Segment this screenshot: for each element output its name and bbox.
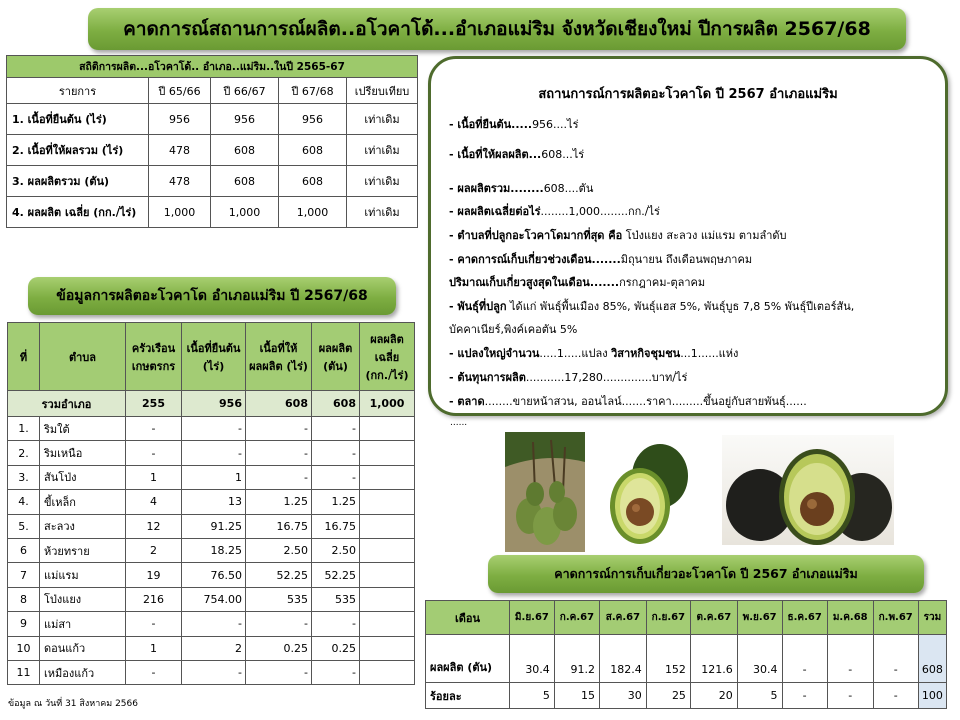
prod-cell: 19 xyxy=(126,563,182,587)
harvest-month: มิ.ย.67 xyxy=(510,601,555,635)
stats-cell: เท่าเดิม xyxy=(347,135,418,166)
prod-cell: 1 xyxy=(126,465,182,489)
total-households: 255 xyxy=(126,391,182,417)
total-avg: 1,000 xyxy=(360,391,415,417)
prod-cell: 91.25 xyxy=(182,514,246,538)
prod-cell: - xyxy=(246,417,312,441)
harvest-cell: - xyxy=(827,683,873,709)
prod-header: ผลผลิต (ตัน) xyxy=(312,323,360,391)
table-row xyxy=(8,587,415,611)
harvest-cell: - xyxy=(873,683,918,709)
avocado-tree-photo xyxy=(505,432,585,552)
prod-cell: ห้วยทราย xyxy=(40,538,126,562)
stats-cell: 1,000 xyxy=(211,197,279,228)
prod-header: เนื้อที่ให้ผลผลิต (ไร่) xyxy=(246,323,312,391)
prod-cell xyxy=(360,660,415,684)
stats-cell: 608 xyxy=(279,166,347,197)
prod-cell: 1. xyxy=(8,417,40,441)
stats-cell: 1,000 xyxy=(149,197,211,228)
prod-cell xyxy=(360,563,415,587)
harvest-month: พ.ย.67 xyxy=(737,601,782,635)
prod-cell: เหมืองแก้ว xyxy=(40,660,126,684)
stats-cell: 478 xyxy=(149,135,211,166)
situation-line: - ตำบลที่ปลูกอะโวคาโดมากที่สุด คือ โป่งแยง สะลวง แม่แรม ตามลำดับ xyxy=(449,229,787,242)
stats-cell: 956 xyxy=(279,104,347,135)
harvest-month: ก.ค.67 xyxy=(554,601,599,635)
production-banner-title: ข้อมูลการผลิตอะโวคาโด อำเภอแม่ริม ปี 2567/68 xyxy=(56,288,368,304)
page-title: คาดการณ์สถานการณ์ผลิต..อโวคาโด้...อำเภอแม่ริม จังหวัดเชียงใหม่ ปีการผลิต 2567/68 xyxy=(123,18,871,40)
harvest-percent-row xyxy=(426,683,947,709)
table-row-total xyxy=(8,391,415,417)
prod-cell: 10 xyxy=(8,636,40,660)
prod-cell: 535 xyxy=(246,587,312,611)
prod-cell: ริมเหนือ xyxy=(40,441,126,465)
stats-cell: 608 xyxy=(211,166,279,197)
prod-cell: - xyxy=(246,441,312,465)
prod-cell: - xyxy=(312,660,360,684)
harvest-total-cell: 100 xyxy=(918,683,946,709)
harvest-cell: - xyxy=(827,635,873,683)
table-row xyxy=(8,612,415,636)
situation-line: ปริมาณเก็บเกี่ยวสูงสุดในเดือน.......กรกฎาคม-ตุลาคม xyxy=(449,276,706,289)
prod-cell: - xyxy=(246,465,312,489)
prod-cell xyxy=(360,587,415,611)
table-row xyxy=(8,538,415,562)
stats-header: ปี 66/67 xyxy=(211,78,279,104)
harvest-yield-row xyxy=(426,635,947,683)
table-row xyxy=(8,490,415,514)
prod-cell: 16.75 xyxy=(246,514,312,538)
harvest-month: ม.ค.68 xyxy=(827,601,873,635)
production-banner xyxy=(28,277,396,315)
data-date-note: ข้อมูล ณ วันที่ 31 สิงหาคม 2566 xyxy=(8,699,138,709)
harvest-cell: 182.4 xyxy=(600,635,647,683)
prod-cell: 2.50 xyxy=(312,538,360,562)
prod-cell xyxy=(360,612,415,636)
prod-cell xyxy=(360,636,415,660)
prod-cell xyxy=(360,417,415,441)
prod-cell: 1.25 xyxy=(246,490,312,514)
stats-cell: 608 xyxy=(211,135,279,166)
prod-cell: - xyxy=(126,612,182,636)
prod-cell: - xyxy=(312,612,360,636)
stats-cell: เท่าเดิม xyxy=(347,197,418,228)
harvest-banner xyxy=(488,555,924,593)
prod-cell: 6 xyxy=(8,538,40,562)
harvest-month: รวม xyxy=(918,601,946,635)
prod-cell: 9 xyxy=(8,612,40,636)
prod-cell: - xyxy=(312,441,360,465)
total-label: รวมอำเภอ xyxy=(8,391,126,417)
harvest-header-row xyxy=(426,601,947,635)
situation-title: สถานการณ์การผลิตอะโวคาโด ปี 2567 อำเภอแม่ริม xyxy=(538,87,838,102)
table-row xyxy=(7,197,418,228)
production-table xyxy=(7,322,415,685)
prod-cell: 12 xyxy=(126,514,182,538)
harvest-month: ต.ค.67 xyxy=(690,601,737,635)
harvest-banner-title: คาดการณ์การเก็บเกี่ยวอะโวคาโด ปี 2567 อำเภอแม่ริม xyxy=(554,566,858,581)
avocado-cut-photo xyxy=(722,435,894,545)
prod-cell: 76.50 xyxy=(182,563,246,587)
situation-line: บัคคาเนียร์,พิงค์เคอตัน 5% xyxy=(449,323,578,336)
stats-cell: 956 xyxy=(149,104,211,135)
harvest-cell: 91.2 xyxy=(554,635,599,683)
stats-caption: สถิติการผลิต...อโวคาโด้.. อำเภอ..แม่ริม..ในปี 2565-67 xyxy=(7,56,418,78)
prod-cell: 7 xyxy=(8,563,40,587)
table-row xyxy=(8,636,415,660)
table-row xyxy=(8,563,415,587)
harvest-cell: 15 xyxy=(554,683,599,709)
stats-header: ปี 67/68 xyxy=(279,78,347,104)
prod-cell: 52.25 xyxy=(312,563,360,587)
prod-cell: - xyxy=(182,660,246,684)
table-row xyxy=(8,465,415,489)
situation-line: - แปลงใหญ่จำนวน.....1.....แปลง วิสาหกิจชุมชน...1......แห่ง xyxy=(449,347,739,360)
prod-cell: สะลวง xyxy=(40,514,126,538)
table-row xyxy=(7,135,418,166)
harvest-month: ก.พ.67 xyxy=(873,601,918,635)
prod-cell: 13 xyxy=(182,490,246,514)
prod-cell: ริมใต้ xyxy=(40,417,126,441)
prod-cell: 0.25 xyxy=(312,636,360,660)
harvest-cell: 30 xyxy=(600,683,647,709)
situation-line: - ต้นทุนการผลิต...........17,280..............บาท/ไร่ xyxy=(449,371,688,384)
table-row xyxy=(8,514,415,538)
prod-cell: ดอนแก้ว xyxy=(40,636,126,660)
harvest-cell: - xyxy=(873,635,918,683)
production-stats-table xyxy=(6,55,418,228)
prod-cell: 216 xyxy=(126,587,182,611)
prod-cell: - xyxy=(126,417,182,441)
prod-cell: 754.00 xyxy=(182,587,246,611)
prod-cell: - xyxy=(126,441,182,465)
prod-cell: 11 xyxy=(8,660,40,684)
harvest-cell: 30.4 xyxy=(737,635,782,683)
prod-cell xyxy=(360,465,415,489)
prod-cell: 2. xyxy=(8,441,40,465)
prod-cell xyxy=(360,538,415,562)
page-title-banner xyxy=(88,8,906,50)
prod-cell: 2 xyxy=(182,636,246,660)
harvest-cell: 25 xyxy=(646,683,690,709)
stats-cell: เท่าเดิม xyxy=(347,104,418,135)
situation-line: - ผลผลิตเฉลี่ยต่อไร่........1,000........กก./ไร่ xyxy=(449,205,660,218)
stats-cell: 478 xyxy=(149,166,211,197)
avocado-half-photo xyxy=(600,438,692,548)
prod-cell xyxy=(360,514,415,538)
harvest-cell: - xyxy=(782,683,827,709)
harvest-row-label: ผลผลิต (ตัน) xyxy=(426,635,510,683)
prod-cell: - xyxy=(246,660,312,684)
prod-cell: 2 xyxy=(126,538,182,562)
prod-header: ผลผลิตเฉลี่ย (กก./ไร่) xyxy=(360,323,415,391)
harvest-cell: 152 xyxy=(646,635,690,683)
total-bearing: 608 xyxy=(246,391,312,417)
harvest-cell: 20 xyxy=(690,683,737,709)
harvest-cell: 121.6 xyxy=(690,635,737,683)
total-yield: 608 xyxy=(312,391,360,417)
stats-cell: 956 xyxy=(211,104,279,135)
stats-header: ปี 65/66 xyxy=(149,78,211,104)
stats-header: รายการ xyxy=(7,78,149,104)
situation-panel xyxy=(428,56,948,416)
prod-cell: 1 xyxy=(182,465,246,489)
prod-cell: - xyxy=(312,465,360,489)
prod-cell: 3. xyxy=(8,465,40,489)
harvest-month: ธ.ค.67 xyxy=(782,601,827,635)
prod-cell: - xyxy=(182,612,246,636)
harvest-cell: 5 xyxy=(510,683,555,709)
harvest-month: ก.ย.67 xyxy=(646,601,690,635)
situation-line: - ตลาด........ขายหน้าสวน, ออนไลน์.......ราคา.........ขึ้นอยู่กับสายพันธุ์...... xyxy=(449,395,807,408)
situation-line: - พันธุ์ที่ปลูก ได้แก่ พันธุ์พื้นเมือง 85%, พันธุ์แฮส 5%, พันธุ์บูธ 7,8 5% พันธุ์ปีเตอร์สัน, xyxy=(449,300,855,313)
prod-cell: 1.25 xyxy=(312,490,360,514)
prod-cell: - xyxy=(126,660,182,684)
prod-cell: แม่สา xyxy=(40,612,126,636)
prod-header: ที่ xyxy=(8,323,40,391)
harvest-cell: 30.4 xyxy=(510,635,555,683)
situation-line: - เนื้อที่ให้ผลผลิต...608...ไร่ xyxy=(449,148,585,161)
prod-cell: โป่งแยง xyxy=(40,587,126,611)
prod-cell: - xyxy=(312,417,360,441)
prod-cell: 535 xyxy=(312,587,360,611)
harvest-month-header: เดือน xyxy=(426,601,510,635)
prod-cell: 0.25 xyxy=(246,636,312,660)
table-row xyxy=(8,660,415,684)
situation-line: - คาดการณ์เก็บเกี่ยวช่วงเดือน.......มิถุนายน ถึงเดือนพฤษภาคม xyxy=(449,253,753,266)
prod-cell: 18.25 xyxy=(182,538,246,562)
total-planted: 956 xyxy=(182,391,246,417)
prod-cell: - xyxy=(182,417,246,441)
stats-header: เปรียบเทียบ xyxy=(347,78,418,104)
prod-cell: 8 xyxy=(8,587,40,611)
stats-cell: 1,000 xyxy=(279,197,347,228)
situation-line: - เนื้อที่ยืนต้น.....956....ไร่ xyxy=(449,118,579,131)
stats-cell: 608 xyxy=(279,135,347,166)
stats-cell: 1. เนื้อที่ยืนต้น (ไร่) xyxy=(7,104,149,135)
prod-cell xyxy=(360,490,415,514)
harvest-total-cell: 608 xyxy=(918,635,946,683)
prod-cell: 1 xyxy=(126,636,182,660)
prod-cell: 52.25 xyxy=(246,563,312,587)
harvest-month: ส.ค.67 xyxy=(600,601,647,635)
prod-cell: ขี้เหล็ก xyxy=(40,490,126,514)
prod-cell: แม่แรม xyxy=(40,563,126,587)
prod-cell: 5. xyxy=(8,514,40,538)
situation-trailing: ...... xyxy=(450,418,468,428)
prod-header: ครัวเรือนเกษตรกร xyxy=(126,323,182,391)
prod-cell xyxy=(360,441,415,465)
prod-cell: 16.75 xyxy=(312,514,360,538)
prod-cell: 4. xyxy=(8,490,40,514)
stats-cell: 3. ผลผลิตรวม (ตัน) xyxy=(7,166,149,197)
table-row xyxy=(7,104,418,135)
situation-line: - ผลผลิตรวม........608....ตัน xyxy=(449,182,594,195)
prod-cell: 4 xyxy=(126,490,182,514)
prod-header: เนื้อที่ยืนต้น (ไร่) xyxy=(182,323,246,391)
prod-header: ตำบล xyxy=(40,323,126,391)
prod-cell: สันโป่ง xyxy=(40,465,126,489)
stats-cell: เท่าเดิม xyxy=(347,166,418,197)
prod-cell: 2.50 xyxy=(246,538,312,562)
table-row xyxy=(7,166,418,197)
harvest-row-label: ร้อยละ xyxy=(426,683,510,709)
stats-cell: 4. ผลผลิต เฉลี่ย (กก./ไร่) xyxy=(7,197,149,228)
harvest-cell: 5 xyxy=(737,683,782,709)
prod-cell: - xyxy=(182,441,246,465)
stats-cell: 2. เนื้อที่ให้ผลรวม (ไร่) xyxy=(7,135,149,166)
harvest-cell: - xyxy=(782,635,827,683)
table-row xyxy=(8,441,415,465)
prod-cell: - xyxy=(246,612,312,636)
table-row xyxy=(8,417,415,441)
harvest-forecast-table xyxy=(425,600,947,709)
